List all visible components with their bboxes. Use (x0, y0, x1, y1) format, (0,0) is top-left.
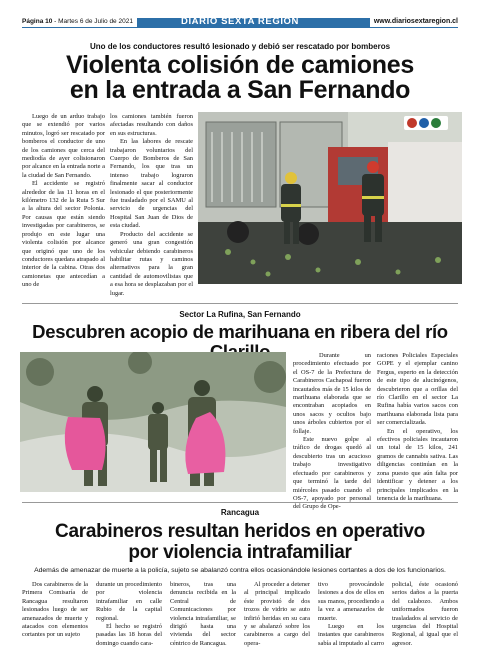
newspaper-name: DIARIO SEXTA REGIÓN (180, 16, 300, 27)
article3-kicker: Rancagua (220, 508, 260, 517)
marijuana-seizure-photo (20, 352, 286, 492)
article3-column-2 (96, 581, 162, 648)
issue-date: - Martes 6 de Julio de 2021 (54, 18, 133, 25)
paragraph: En el operativo, los efectivos policiales incautaron un total de 15 kilos, 241 gramos de cannabis sativa. Las diligencias continúan en la zona puesto que aún falta por identificar y detener a los principales implicados en la tenencia de la marihuana. (377, 427, 458, 502)
article1-kicker: Uno de los conductores resultó lesionado y debió ser rescatado por bomberos (89, 42, 391, 51)
paragraph: Este nuevo golpe al tráfico de drogas quedó al descubierto tras un acucioso trabajo investigativo efectuado por carabineros y que terminó la tarde del miércoles pasado cuando el OS-7, apoyado por personal del Grupo de Ope- (293, 436, 371, 511)
truck-crash-illustration (198, 112, 462, 284)
paragraph: Dos carabineros de la Primera Comisaría de Rancagua resultaron lesionados luego de ser amenazados de muerte y atacados con elementos cortantes por un sujeto (22, 581, 88, 639)
police-officers-illustration (20, 352, 286, 492)
article2-kicker: Sector La Rufina, San Fernando (179, 310, 301, 319)
article2-column-1 (293, 352, 371, 512)
article3-headline-line2: por violencia intrafamiliar (128, 542, 352, 563)
paragraph: Durante un procedimiento efectuado por el OS-7 de la Prefectura de Carabineros Cachapoal fueron incautados más de 15 kilos de marihuana elaborada que se encontraban acopiados en unos sacos y ocultos bajo unos árboles cubiertos por el follaje. (293, 352, 371, 435)
paragraph: El accidente se registró alrededor de las 11 horas en el kilómetro 132 de la Ruta 5 Sur a la altura del sector Polonia. Por causas que están siendo investigadas por carabineros, se produjo en este lugar una violenta colisión por alcance que originó que uno de los conductores quedara atrapado al interior de la cabina. Otras dos camionetas que antecedían a uno de (22, 180, 105, 289)
page-number: Página 10 (22, 18, 53, 25)
paragraph: Producto del accidente se generó una gran congestión vehicular debiendo carabineros habilitar rutas y caminos alternativos para la gran cantidad de automovilistas que a esa hora se desplazaban por el lugar. (110, 230, 193, 297)
paragraph: tivo provocándole lesiones a dos de ellos en sus manos, procediendo a la vez a amenazarlos de muerte. (318, 581, 384, 622)
section-divider (22, 502, 458, 503)
section-divider (22, 303, 458, 304)
paragraph: Al proceder a detener al principal implicado éste provistó de dos trozos de vidrio se auto infirió heridas en su cara y se abalanzó sobre los carabineros a cargo del opera- (244, 581, 310, 647)
paragraph: Luego de un arduo trabajo que se extendió por varios minutos, logró ser rescatado por bomberos el conductor de uno de los camiones que cerca del mediodía de ayer colisionaron por alcance en la entrada norte a la ciudad de San Fernando. (22, 113, 105, 179)
article2-headline: Descubren acopio de marihuana en ribera del río (32, 321, 448, 342)
article3-column-1 (22, 581, 88, 640)
paragraph: Luego en los instantes que carabineros sabía al imputado al carro (318, 623, 385, 647)
article1-headline-line2: en la entrada a San Fernando (69, 76, 411, 104)
article3-column-5 (318, 581, 384, 648)
article3-column-6 (392, 581, 458, 648)
article1-column-2 (110, 113, 193, 298)
article3-headline-line1: Carabineros resultan heridos en operativo (55, 521, 425, 542)
truck-crash-photo (198, 112, 462, 284)
article1-headline-line1: Violenta colisión de camiones (66, 51, 414, 79)
page-header (0, 0, 480, 27)
article3-deck: Además de amenazar de muerte a la policía, sujeto se abalanzó contra ellos ocasionándole lesiones cortantes a dos de los funcionarios. (34, 567, 446, 574)
paragraph: raciones Policiales Especiales GOPE y el ejemplar canino Fergus, esperto en la detección de este tipo de alucinógenos, descubrieron que a orillas del río Clarillo en el sector La Rufina había varios sacos con marihuana elaborada lista para ser comercializada. (377, 352, 458, 427)
article3-column-4 (244, 581, 310, 648)
paragraph: bineros, tras una denuncia recibida en la Central de Comunicaciones por violencia intrafamiliar, se dirigió hasta una vivienda del sector céntrico de Rancagua. (170, 581, 236, 647)
paragraph: En las labores de rescate trabajaron voluntarios del Cuerpo de Bomberos de San Fernando, los que tras un intenso trabajo lograron finalmente sacar al conductor lesionado el que posteriormente fue trasladado por el SAMU al servicio de urgencias del Hospital San Juan de Dios de esta ciudad. (110, 138, 193, 230)
paragraph: durante un procedimiento por violencia intrafamiliar en calle Rubio de la capital regional. (96, 581, 162, 622)
website-link[interactable]: www.diariosextaregion.cl (370, 17, 458, 27)
article3-column-3 (170, 581, 236, 648)
paragraph: El hecho se registró pasadas las 18 horas del domingo cuando cara- (96, 623, 162, 647)
article1-column-1 (22, 113, 105, 290)
article2-column-2 (377, 352, 458, 503)
paragraph: policial, éste ocasionó serios daños a la puerta del calabozo. Ambos uniformados fueron trasladados al servicio de urgencias del Hospital Regional, al igual que el agresor. (392, 581, 458, 647)
paragraph: los camiones también fueron afectadas resultando con daños en sus estructuras. (110, 113, 193, 137)
